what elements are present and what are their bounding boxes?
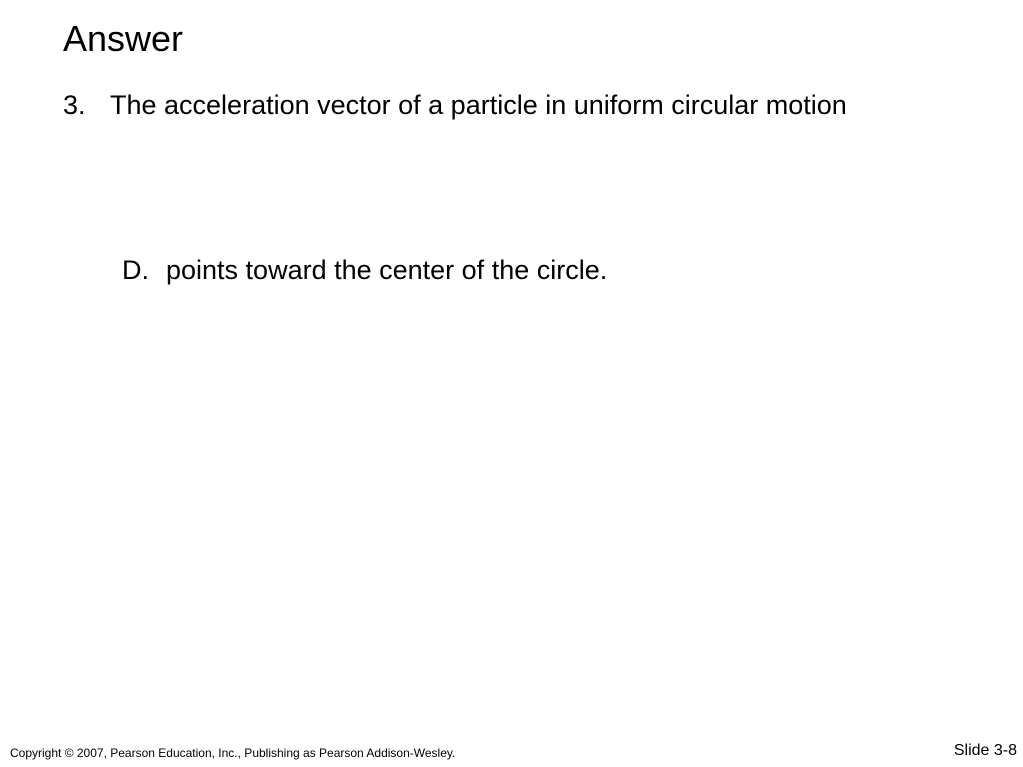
question xyxy=(63,86,847,124)
question-text: The acceleration vector of a particle in uniform circular motion xyxy=(110,90,847,120)
copyright-notice: Copyright © 2007, Pearson Education, Inc., Publishing as Pearson Addison-Wesley. xyxy=(10,746,456,760)
slide-number: Slide 3-8 xyxy=(953,742,1017,759)
answer-text: points toward the center of the circle. xyxy=(166,255,608,285)
answer xyxy=(122,251,607,289)
slide-title: Answer xyxy=(63,18,184,59)
answer-letter: D. xyxy=(122,255,149,285)
question-number: 3. xyxy=(63,90,86,120)
